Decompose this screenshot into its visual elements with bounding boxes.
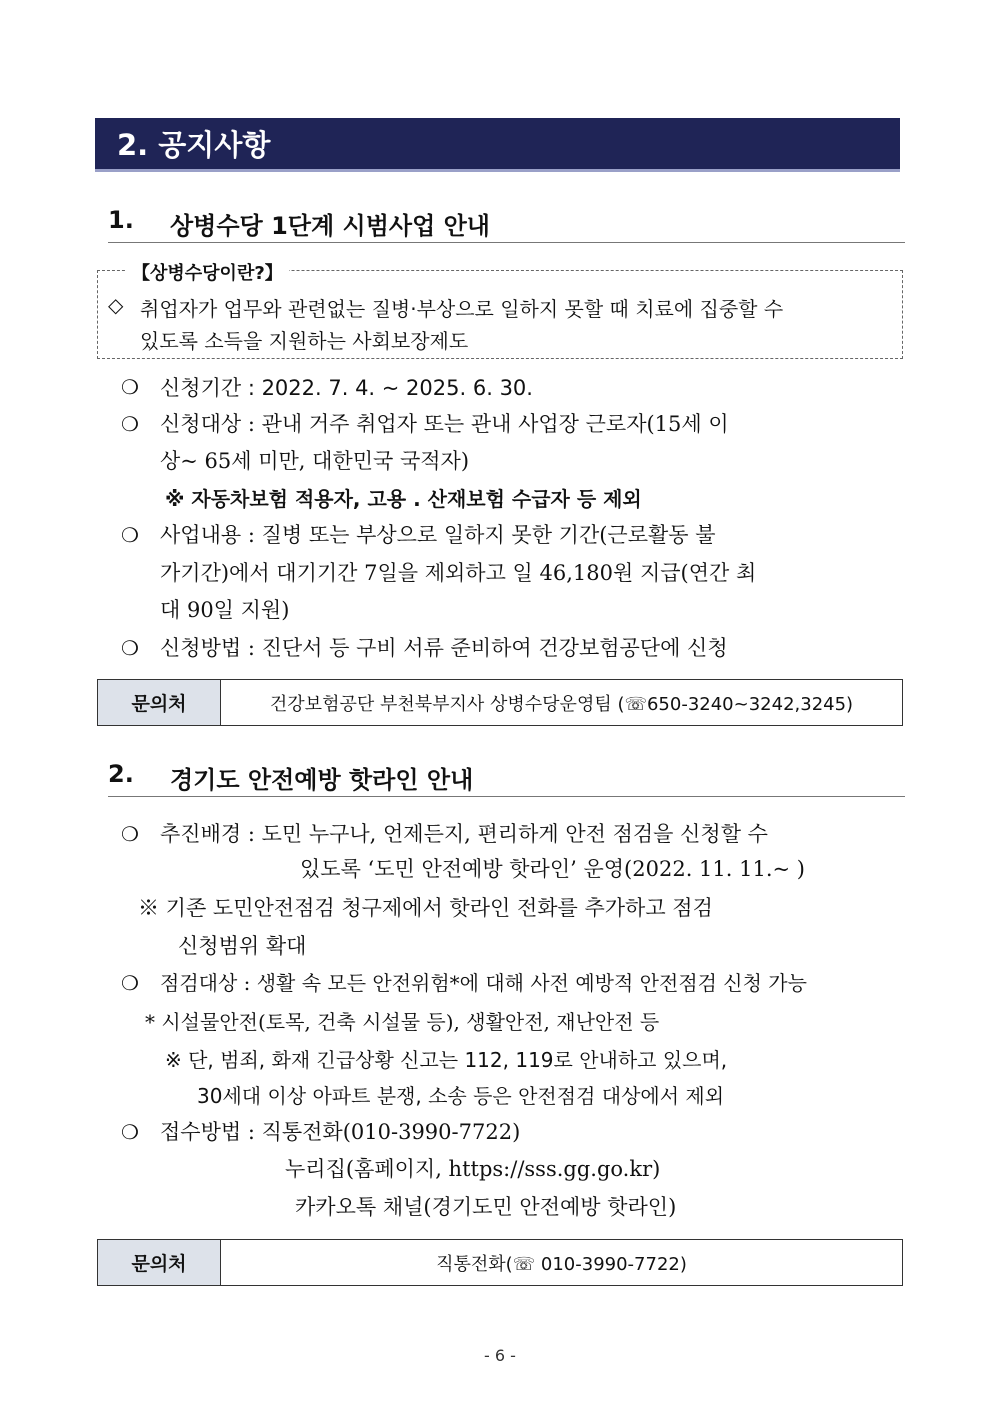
note-item-continuation: 신청범위 확대 xyxy=(178,934,307,958)
circle-bullet-icon: ❍ xyxy=(121,523,139,547)
contact-table xyxy=(97,1239,903,1286)
circle-bullet-icon: ❍ xyxy=(121,822,139,846)
definition-box xyxy=(97,263,903,359)
list-item: 추진배경 : 도민 누구나, 언제든지, 편리하게 안전 점검을 신청할 수 xyxy=(160,822,768,846)
list-item: 점검대상 : 생활 속 모든 안전위험*에 대해 사전 예방적 안전점검 신청 가능 xyxy=(160,971,807,995)
section2-number: 2. xyxy=(108,760,134,788)
definition-line: 취업자가 업무와 관련없는 질병·부상으로 일하지 못할 때 치료에 집중할 수 xyxy=(140,297,784,321)
diamond-bullet-icon: ◇ xyxy=(108,293,124,317)
list-item-continuation: 가기간)에서 대기기간 7일을 제외하고 일 46,180원 지급(연간 최 xyxy=(160,561,757,585)
note-item: ※ 기존 도민안전점검 청구제에서 핫라인 전화를 추가하고 점검 xyxy=(138,896,713,920)
circle-bullet-icon: ❍ xyxy=(121,1120,139,1144)
contact-label: 문의처 xyxy=(98,1240,221,1285)
list-item: 사업내용 : 질병 또는 부상으로 일하지 못한 기간(근로활동 불 xyxy=(160,523,716,547)
section1-header xyxy=(108,204,905,243)
section1-number: 1. xyxy=(108,206,134,234)
contact-table xyxy=(97,679,903,726)
list-item: 신청기간 : 2022. 7. 4. ~ 2025. 6. 30. xyxy=(160,376,533,400)
section1-title: 상병수당 1단계 시범사업 안내 xyxy=(170,212,490,240)
contact-value: 직통전화(☏ 010-3990-7722) xyxy=(436,1253,687,1275)
exclusion-note: ※ 자동차보험 적용자, 고용 . 산재보험 수급자 등 제외 xyxy=(165,487,642,511)
circle-bullet-icon: ❍ xyxy=(121,412,139,436)
definition-box-label: 【상병수당이란?】 xyxy=(126,259,289,285)
contact-label: 문의처 xyxy=(98,680,221,725)
definition-line: 있도록 소득을 지원하는 사회보장제도 xyxy=(140,329,469,353)
footnote-item: * 시설물안전(토목, 건축 시설물 등), 생활안전, 재난안전 등 xyxy=(145,1010,660,1034)
page-banner: 2. 공지사항 xyxy=(95,118,900,172)
page-number: - 6 - xyxy=(484,1346,516,1365)
list-item: 신청방법 : 진단서 등 구비 서류 준비하여 건강보험공단에 신청 xyxy=(160,636,728,660)
note-item-continuation: 30세대 이상 아파트 분쟁, 소송 등은 안전점검 대상에서 제외 xyxy=(197,1084,725,1108)
list-item-continuation: 누리집(홈페이지, https://sss.gg.go.kr) xyxy=(285,1157,661,1181)
list-item-continuation: 있도록 ‘도민 안전예방 핫라인’ 운영(2022. 11. 11.~ ) xyxy=(300,857,805,881)
section2-title: 경기도 안전예방 핫라인 안내 xyxy=(170,766,474,794)
circle-bullet-icon: ❍ xyxy=(121,971,139,995)
section2-header xyxy=(108,758,905,797)
contact-value: 건강보험공단 부천북부지사 상병수당운영팀 (☏650-3240~3242,3245) xyxy=(269,693,854,715)
list-item-continuation: 대 90일 지원) xyxy=(160,598,290,622)
list-item-continuation: 상~ 65세 미만, 대한민국 국적자) xyxy=(160,449,470,473)
circle-bullet-icon: ❍ xyxy=(121,375,139,399)
note-item: ※ 단, 범죄, 화재 긴급상황 신고는 112, 119로 안내하고 있으며, xyxy=(165,1048,728,1072)
list-item: 접수방법 : 직통전화(010-3990-7722) xyxy=(160,1120,521,1144)
list-item-continuation: 카카오톡 채널(경기도민 안전예방 핫라인) xyxy=(295,1195,677,1219)
list-item: 신청대상 : 관내 거주 취업자 또는 관내 사업장 근로자(15세 이 xyxy=(160,412,729,436)
circle-bullet-icon: ❍ xyxy=(121,636,139,660)
